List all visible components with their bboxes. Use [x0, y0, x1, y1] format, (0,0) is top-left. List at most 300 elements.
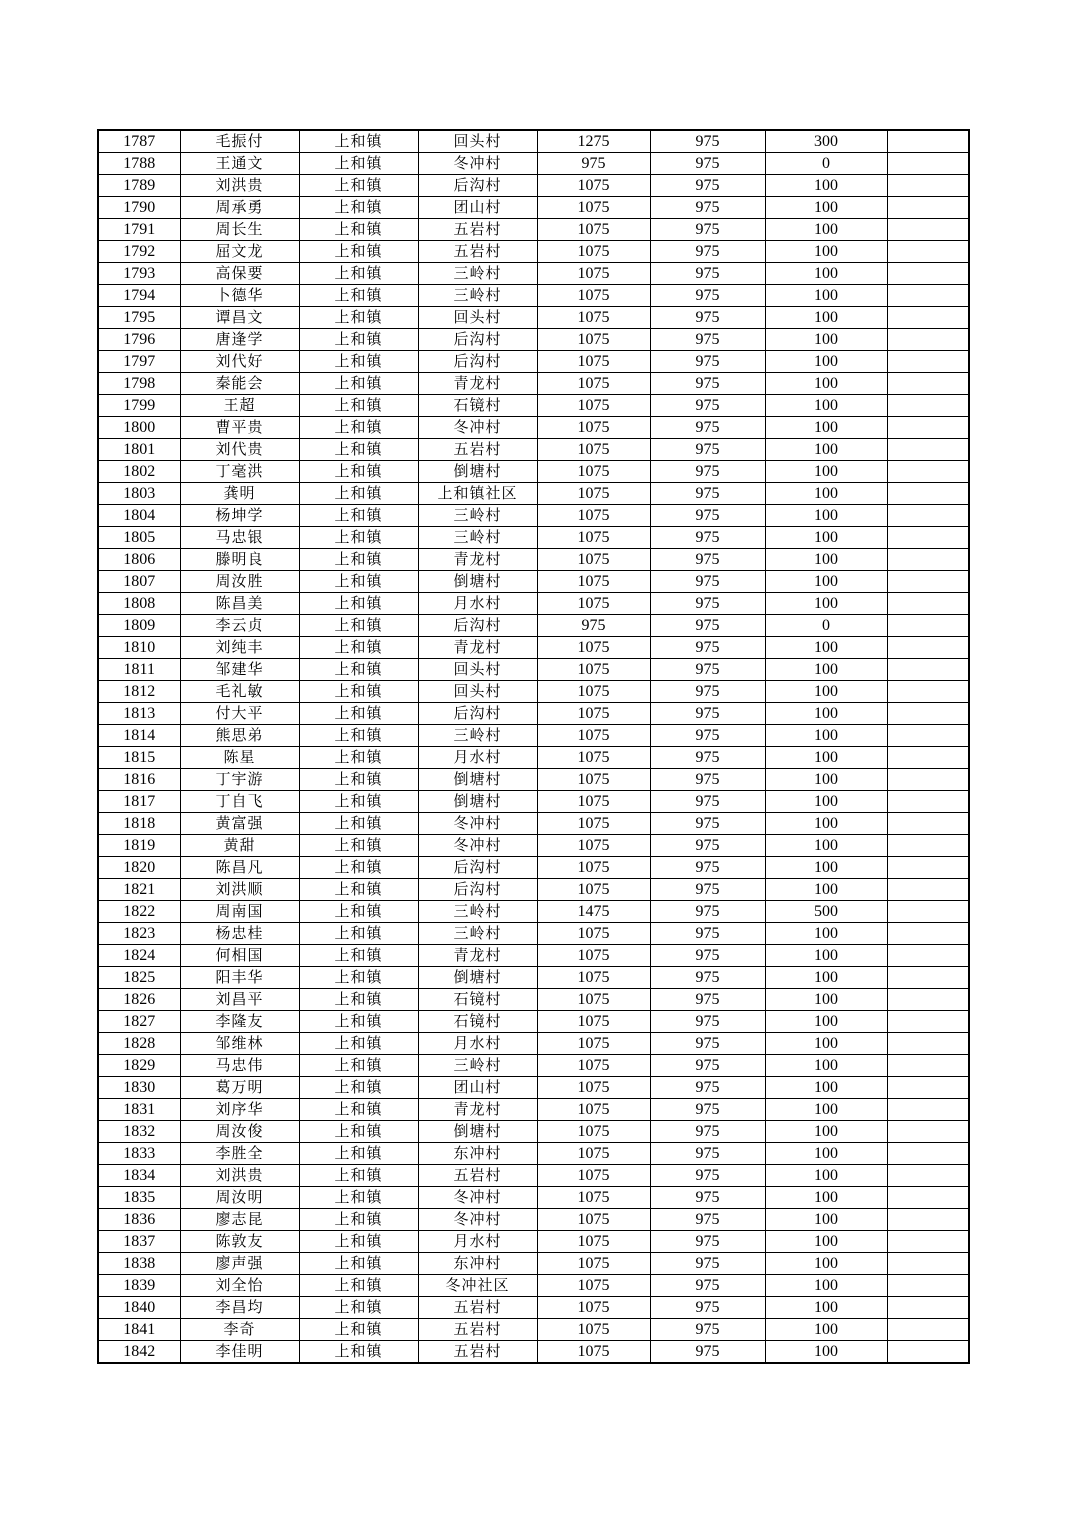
amount-b-cell: 975: [650, 1341, 765, 1364]
table-row: [98, 923, 969, 945]
amount-a-cell: 1075: [537, 373, 650, 395]
name-cell: 刘全怡: [180, 1275, 299, 1297]
remark-cell: [887, 153, 969, 175]
data-table: [97, 129, 970, 1364]
remark-cell: [887, 747, 969, 769]
town-cell: 上和镇: [299, 1099, 418, 1121]
remark-cell: [887, 439, 969, 461]
id-cell: 1836: [98, 1209, 180, 1231]
village-cell: 三岭村: [418, 923, 537, 945]
town-cell: 上和镇: [299, 285, 418, 307]
id-cell: 1818: [98, 813, 180, 835]
difference-cell: 300: [765, 130, 887, 153]
table-row: [98, 879, 969, 901]
name-cell: 李佳明: [180, 1341, 299, 1364]
name-cell: 陈昌凡: [180, 857, 299, 879]
difference-cell: 100: [765, 285, 887, 307]
town-cell: 上和镇: [299, 439, 418, 461]
amount-b-cell: 975: [650, 505, 765, 527]
remark-cell: [887, 329, 969, 351]
town-cell: 上和镇: [299, 351, 418, 373]
name-cell: 周汝明: [180, 1187, 299, 1209]
village-cell: 后沟村: [418, 703, 537, 725]
difference-cell: 100: [765, 681, 887, 703]
village-cell: 后沟村: [418, 329, 537, 351]
amount-b-cell: 975: [650, 879, 765, 901]
difference-cell: 100: [765, 1143, 887, 1165]
amount-a-cell: 1075: [537, 1011, 650, 1033]
difference-cell: 100: [765, 1165, 887, 1187]
village-cell: 月水村: [418, 593, 537, 615]
amount-a-cell: 1075: [537, 571, 650, 593]
town-cell: 上和镇: [299, 483, 418, 505]
remark-cell: [887, 527, 969, 549]
amount-a-cell: 1075: [537, 505, 650, 527]
difference-cell: 0: [765, 615, 887, 637]
amount-a-cell: 1075: [537, 219, 650, 241]
remark-cell: [887, 1011, 969, 1033]
amount-a-cell: 1075: [537, 1077, 650, 1099]
town-cell: 上和镇: [299, 527, 418, 549]
remark-cell: [887, 725, 969, 747]
remark-cell: [887, 1341, 969, 1364]
amount-b-cell: 975: [650, 1077, 765, 1099]
town-cell: 上和镇: [299, 747, 418, 769]
id-cell: 1796: [98, 329, 180, 351]
table-body: [98, 130, 969, 1363]
amount-a-cell: 1075: [537, 351, 650, 373]
name-cell: 陈敦友: [180, 1231, 299, 1253]
village-cell: 后沟村: [418, 857, 537, 879]
town-cell: 上和镇: [299, 1341, 418, 1364]
table-row: [98, 1209, 969, 1231]
remark-cell: [887, 813, 969, 835]
amount-a-cell: 1075: [537, 747, 650, 769]
village-cell: 三岭村: [418, 725, 537, 747]
town-cell: 上和镇: [299, 241, 418, 263]
table-row: [98, 285, 969, 307]
amount-b-cell: 975: [650, 483, 765, 505]
amount-a-cell: 1075: [537, 879, 650, 901]
difference-cell: 100: [765, 637, 887, 659]
amount-b-cell: 975: [650, 395, 765, 417]
amount-b-cell: 975: [650, 989, 765, 1011]
difference-cell: 100: [765, 505, 887, 527]
difference-cell: 100: [765, 417, 887, 439]
id-cell: 1791: [98, 219, 180, 241]
id-cell: 1820: [98, 857, 180, 879]
remark-cell: [887, 659, 969, 681]
remark-cell: [887, 197, 969, 219]
difference-cell: 500: [765, 901, 887, 923]
amount-b-cell: 975: [650, 901, 765, 923]
difference-cell: 100: [765, 747, 887, 769]
amount-b-cell: 975: [650, 219, 765, 241]
village-cell: 团山村: [418, 197, 537, 219]
id-cell: 1837: [98, 1231, 180, 1253]
amount-a-cell: 1075: [537, 703, 650, 725]
table-row: [98, 681, 969, 703]
id-cell: 1842: [98, 1341, 180, 1364]
name-cell: 何相国: [180, 945, 299, 967]
remark-cell: [887, 219, 969, 241]
table-row: [98, 967, 969, 989]
village-cell: 月水村: [418, 747, 537, 769]
difference-cell: 100: [765, 1275, 887, 1297]
remark-cell: [887, 1253, 969, 1275]
amount-a-cell: 1475: [537, 901, 650, 923]
remark-cell: [887, 1121, 969, 1143]
amount-a-cell: 1075: [537, 1275, 650, 1297]
amount-b-cell: 975: [650, 945, 765, 967]
town-cell: 上和镇: [299, 1121, 418, 1143]
amount-a-cell: 1075: [537, 637, 650, 659]
amount-a-cell: 1075: [537, 1187, 650, 1209]
remark-cell: [887, 989, 969, 1011]
table-row: [98, 747, 969, 769]
amount-a-cell: 1075: [537, 1231, 650, 1253]
town-cell: 上和镇: [299, 901, 418, 923]
town-cell: 上和镇: [299, 461, 418, 483]
name-cell: 陈昌美: [180, 593, 299, 615]
table-row: [98, 505, 969, 527]
difference-cell: 100: [765, 967, 887, 989]
town-cell: 上和镇: [299, 329, 418, 351]
remark-cell: [887, 1143, 969, 1165]
amount-b-cell: 975: [650, 1099, 765, 1121]
id-cell: 1839: [98, 1275, 180, 1297]
difference-cell: 100: [765, 395, 887, 417]
town-cell: 上和镇: [299, 923, 418, 945]
town-cell: 上和镇: [299, 571, 418, 593]
amount-a-cell: 1075: [537, 461, 650, 483]
town-cell: 上和镇: [299, 263, 418, 285]
name-cell: 李隆友: [180, 1011, 299, 1033]
amount-a-cell: 1075: [537, 769, 650, 791]
amount-b-cell: 975: [650, 285, 765, 307]
id-cell: 1807: [98, 571, 180, 593]
id-cell: 1841: [98, 1319, 180, 1341]
name-cell: 廖志昆: [180, 1209, 299, 1231]
amount-a-cell: 1075: [537, 967, 650, 989]
town-cell: 上和镇: [299, 637, 418, 659]
table-row: [98, 1033, 969, 1055]
id-cell: 1827: [98, 1011, 180, 1033]
village-cell: 后沟村: [418, 615, 537, 637]
amount-b-cell: 975: [650, 1231, 765, 1253]
remark-cell: [887, 857, 969, 879]
remark-cell: [887, 593, 969, 615]
difference-cell: 100: [765, 725, 887, 747]
difference-cell: 100: [765, 351, 887, 373]
table-row: [98, 857, 969, 879]
village-cell: 东冲村: [418, 1143, 537, 1165]
name-cell: 黄富强: [180, 813, 299, 835]
village-cell: 冬冲村: [418, 813, 537, 835]
village-cell: 三岭村: [418, 285, 537, 307]
table-row: [98, 1341, 969, 1364]
difference-cell: 100: [765, 483, 887, 505]
town-cell: 上和镇: [299, 1297, 418, 1319]
village-cell: 倒塘村: [418, 571, 537, 593]
amount-b-cell: 975: [650, 659, 765, 681]
amount-b-cell: 975: [650, 615, 765, 637]
village-cell: 倒塘村: [418, 1121, 537, 1143]
village-cell: 回头村: [418, 130, 537, 153]
id-cell: 1838: [98, 1253, 180, 1275]
table-row: [98, 483, 969, 505]
remark-cell: [887, 1077, 969, 1099]
town-cell: 上和镇: [299, 1253, 418, 1275]
amount-b-cell: 975: [650, 329, 765, 351]
table-row: [98, 637, 969, 659]
name-cell: 刘代好: [180, 351, 299, 373]
remark-cell: [887, 923, 969, 945]
amount-b-cell: 975: [650, 857, 765, 879]
name-cell: 谭昌文: [180, 307, 299, 329]
remark-cell: [887, 549, 969, 571]
name-cell: 毛礼敏: [180, 681, 299, 703]
village-cell: 石镜村: [418, 1011, 537, 1033]
table-row: [98, 813, 969, 835]
amount-b-cell: 975: [650, 637, 765, 659]
town-cell: 上和镇: [299, 967, 418, 989]
remark-cell: [887, 1033, 969, 1055]
remark-cell: [887, 1209, 969, 1231]
amount-b-cell: 975: [650, 461, 765, 483]
amount-a-cell: 1075: [537, 549, 650, 571]
amount-b-cell: 975: [650, 813, 765, 835]
name-cell: 马忠伟: [180, 1055, 299, 1077]
village-cell: 冬冲村: [418, 417, 537, 439]
town-cell: 上和镇: [299, 769, 418, 791]
remark-cell: [887, 1187, 969, 1209]
town-cell: 上和镇: [299, 835, 418, 857]
name-cell: 曹平贵: [180, 417, 299, 439]
town-cell: 上和镇: [299, 1143, 418, 1165]
town-cell: 上和镇: [299, 175, 418, 197]
town-cell: 上和镇: [299, 1187, 418, 1209]
amount-a-cell: 1075: [537, 923, 650, 945]
amount-a-cell: 1075: [537, 681, 650, 703]
name-cell: 高保要: [180, 263, 299, 285]
table-row: [98, 329, 969, 351]
table-row: [98, 1143, 969, 1165]
table-row: [98, 1319, 969, 1341]
remark-cell: [887, 1297, 969, 1319]
id-cell: 1795: [98, 307, 180, 329]
difference-cell: 100: [765, 1077, 887, 1099]
id-cell: 1830: [98, 1077, 180, 1099]
town-cell: 上和镇: [299, 417, 418, 439]
town-cell: 上和镇: [299, 813, 418, 835]
amount-a-cell: 1075: [537, 725, 650, 747]
amount-b-cell: 975: [650, 197, 765, 219]
town-cell: 上和镇: [299, 505, 418, 527]
table-row: [98, 571, 969, 593]
amount-b-cell: 975: [650, 241, 765, 263]
amount-a-cell: 1075: [537, 263, 650, 285]
name-cell: 丁宇游: [180, 769, 299, 791]
amount-a-cell: 1075: [537, 417, 650, 439]
town-cell: 上和镇: [299, 1231, 418, 1253]
name-cell: 杨坤学: [180, 505, 299, 527]
name-cell: 邹建华: [180, 659, 299, 681]
id-cell: 1833: [98, 1143, 180, 1165]
table-row: [98, 351, 969, 373]
town-cell: 上和镇: [299, 307, 418, 329]
amount-b-cell: 975: [650, 1275, 765, 1297]
village-cell: 回头村: [418, 681, 537, 703]
town-cell: 上和镇: [299, 945, 418, 967]
id-cell: 1810: [98, 637, 180, 659]
id-cell: 1822: [98, 901, 180, 923]
table-row: [98, 307, 969, 329]
town-cell: 上和镇: [299, 153, 418, 175]
difference-cell: 100: [765, 1209, 887, 1231]
name-cell: 龚明: [180, 483, 299, 505]
name-cell: 陈星: [180, 747, 299, 769]
amount-b-cell: 975: [650, 571, 765, 593]
difference-cell: 100: [765, 219, 887, 241]
id-cell: 1800: [98, 417, 180, 439]
difference-cell: 100: [765, 527, 887, 549]
village-cell: 五岩村: [418, 1165, 537, 1187]
id-cell: 1821: [98, 879, 180, 901]
table-row: [98, 1231, 969, 1253]
amount-a-cell: 1075: [537, 483, 650, 505]
difference-cell: 100: [765, 879, 887, 901]
amount-a-cell: 1075: [537, 945, 650, 967]
id-cell: 1831: [98, 1099, 180, 1121]
town-cell: 上和镇: [299, 1077, 418, 1099]
difference-cell: 100: [765, 373, 887, 395]
amount-b-cell: 975: [650, 307, 765, 329]
table-row: [98, 835, 969, 857]
remark-cell: [887, 241, 969, 263]
table-row: [98, 130, 969, 153]
id-cell: 1825: [98, 967, 180, 989]
town-cell: 上和镇: [299, 725, 418, 747]
amount-b-cell: 975: [650, 373, 765, 395]
amount-b-cell: 975: [650, 791, 765, 813]
name-cell: 阳丰华: [180, 967, 299, 989]
id-cell: 1788: [98, 153, 180, 175]
id-cell: 1806: [98, 549, 180, 571]
difference-cell: 0: [765, 153, 887, 175]
id-cell: 1797: [98, 351, 180, 373]
town-cell: 上和镇: [299, 395, 418, 417]
name-cell: 黄甜: [180, 835, 299, 857]
village-cell: 倒塘村: [418, 967, 537, 989]
town-cell: 上和镇: [299, 615, 418, 637]
table-row: [98, 1011, 969, 1033]
table-row: [98, 703, 969, 725]
village-cell: 倒塘村: [418, 461, 537, 483]
village-cell: 后沟村: [418, 175, 537, 197]
name-cell: 唐逢学: [180, 329, 299, 351]
town-cell: 上和镇: [299, 989, 418, 1011]
village-cell: 回头村: [418, 307, 537, 329]
town-cell: 上和镇: [299, 130, 418, 153]
town-cell: 上和镇: [299, 197, 418, 219]
table-row: [98, 725, 969, 747]
remark-cell: [887, 130, 969, 153]
village-cell: 五岩村: [418, 241, 537, 263]
name-cell: 丁自飞: [180, 791, 299, 813]
name-cell: 杨忠桂: [180, 923, 299, 945]
difference-cell: 100: [765, 813, 887, 835]
remark-cell: [887, 571, 969, 593]
village-cell: 冬冲村: [418, 835, 537, 857]
remark-cell: [887, 703, 969, 725]
amount-b-cell: 975: [650, 1319, 765, 1341]
amount-a-cell: 1075: [537, 1319, 650, 1341]
table-row: [98, 527, 969, 549]
id-cell: 1798: [98, 373, 180, 395]
amount-a-cell: 1075: [537, 197, 650, 219]
town-cell: 上和镇: [299, 549, 418, 571]
amount-a-cell: 1075: [537, 1209, 650, 1231]
name-cell: 周承勇: [180, 197, 299, 219]
name-cell: 熊思弟: [180, 725, 299, 747]
amount-a-cell: 1075: [537, 1033, 650, 1055]
difference-cell: 100: [765, 1297, 887, 1319]
amount-b-cell: 975: [650, 725, 765, 747]
amount-a-cell: 1075: [537, 1297, 650, 1319]
village-cell: 五岩村: [418, 1319, 537, 1341]
id-cell: 1840: [98, 1297, 180, 1319]
amount-a-cell: 1075: [537, 1253, 650, 1275]
difference-cell: 100: [765, 1341, 887, 1364]
difference-cell: 100: [765, 593, 887, 615]
village-cell: 五岩村: [418, 439, 537, 461]
remark-cell: [887, 263, 969, 285]
amount-b-cell: 975: [650, 130, 765, 153]
id-cell: 1805: [98, 527, 180, 549]
village-cell: 五岩村: [418, 1341, 537, 1364]
difference-cell: 100: [765, 1121, 887, 1143]
village-cell: 月水村: [418, 1231, 537, 1253]
amount-b-cell: 975: [650, 1253, 765, 1275]
table-row: [98, 549, 969, 571]
village-cell: 上和镇社区: [418, 483, 537, 505]
name-cell: 李昌均: [180, 1297, 299, 1319]
remark-cell: [887, 681, 969, 703]
name-cell: 屈文龙: [180, 241, 299, 263]
remark-cell: [887, 373, 969, 395]
name-cell: 刘洪顺: [180, 879, 299, 901]
difference-cell: 100: [765, 263, 887, 285]
village-cell: 后沟村: [418, 879, 537, 901]
difference-cell: 100: [765, 1011, 887, 1033]
name-cell: 周南国: [180, 901, 299, 923]
table-row: [98, 439, 969, 461]
amount-b-cell: 975: [650, 439, 765, 461]
difference-cell: 100: [765, 1099, 887, 1121]
village-cell: 三岭村: [418, 1055, 537, 1077]
remark-cell: [887, 307, 969, 329]
remark-cell: [887, 505, 969, 527]
amount-b-cell: 975: [650, 417, 765, 439]
amount-a-cell: 1075: [537, 857, 650, 879]
name-cell: 刘代贵: [180, 439, 299, 461]
remark-cell: [887, 1099, 969, 1121]
table-row: [98, 417, 969, 439]
amount-b-cell: 975: [650, 1297, 765, 1319]
village-cell: 石镜村: [418, 989, 537, 1011]
difference-cell: 100: [765, 989, 887, 1011]
